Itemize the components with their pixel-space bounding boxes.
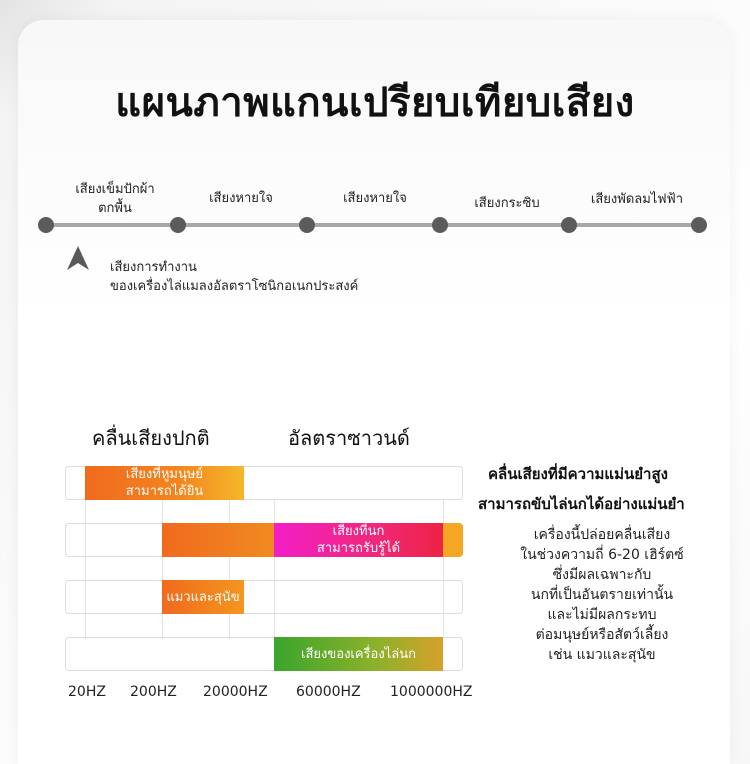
timeline-label: เสียงกระซิบ [474, 196, 540, 211]
grid-line [85, 500, 86, 637]
timeline-dot [170, 217, 186, 233]
x-tick-label: 200HZ [130, 684, 177, 700]
side-subheading: สามารถขับไล่นกได้อย่างแม่นยำ [478, 495, 685, 513]
ultrasound-heading: อัลตราซาวนด์ [288, 426, 410, 450]
timeline-label: เสียงหายใจ [343, 191, 407, 206]
bar-bird-hearing-end [443, 523, 463, 557]
timeline-dot [299, 217, 315, 233]
bar-bird-hearing: เสียงที่นก สามารถรับรู้ได้ [274, 523, 443, 557]
side-description: เครื่องนี้ปล่อยคลื่นเสียง ในช่วงความถี่ 6-20 เฮิร์ตซ์ ซึ่งมีผลเฉพาะกับ นกที่เป็นอันตรายเท่านั้น และไม่มีผลกระทบ ต่อมนุษย์หรือสัตว์เลี้ยง เช่น แมวและสุนัข [520, 527, 684, 663]
timeline-dot [561, 217, 577, 233]
normal-sound-heading: คลื่นเสียงปกติ [92, 426, 210, 450]
timeline-dot [432, 217, 448, 233]
chart-row [65, 580, 463, 614]
side-heading: คลื่นเสียงที่มีความแม่นยำสูง [488, 465, 668, 483]
timeline-label: เสียงเข็มปักผ้า ตกพื้น [75, 182, 155, 216]
x-tick-label: 60000HZ [296, 684, 361, 700]
grid-line [162, 500, 163, 637]
x-tick-label: 20000HZ [203, 684, 268, 700]
x-tick-label: 1000000HZ [390, 684, 473, 700]
timeline-label: เสียงพัดลมไฟฟ้า [590, 192, 684, 207]
grid-line [229, 500, 230, 637]
timeline-dot [38, 217, 54, 233]
bar-bird-hearing-orange [162, 523, 274, 557]
timeline-label: เสียงหายใจ [209, 191, 273, 206]
grid-line [274, 500, 275, 637]
bar-human-hearing: เสียงที่หูมนุษย์ สามารถได้ยิน [85, 466, 244, 500]
x-tick-label: 20HZ [68, 684, 106, 700]
bar-cats-dogs: แมวและสุนัข [162, 580, 244, 614]
device-note: เสียงการทำงาน ของเครื่องไล่แมลงอัลตราโซนิกอเนกประสงค์ [110, 260, 359, 294]
arrow-up-icon [67, 246, 89, 272]
bar-bird-repeller: เสียงของเครื่องไล่นก [274, 637, 443, 671]
grid-line [443, 500, 444, 637]
page-title: แผนภาพแกนเปรียบเทียบเสียง [115, 80, 635, 126]
timeline-dot [691, 217, 707, 233]
timeline-axis [46, 223, 700, 227]
